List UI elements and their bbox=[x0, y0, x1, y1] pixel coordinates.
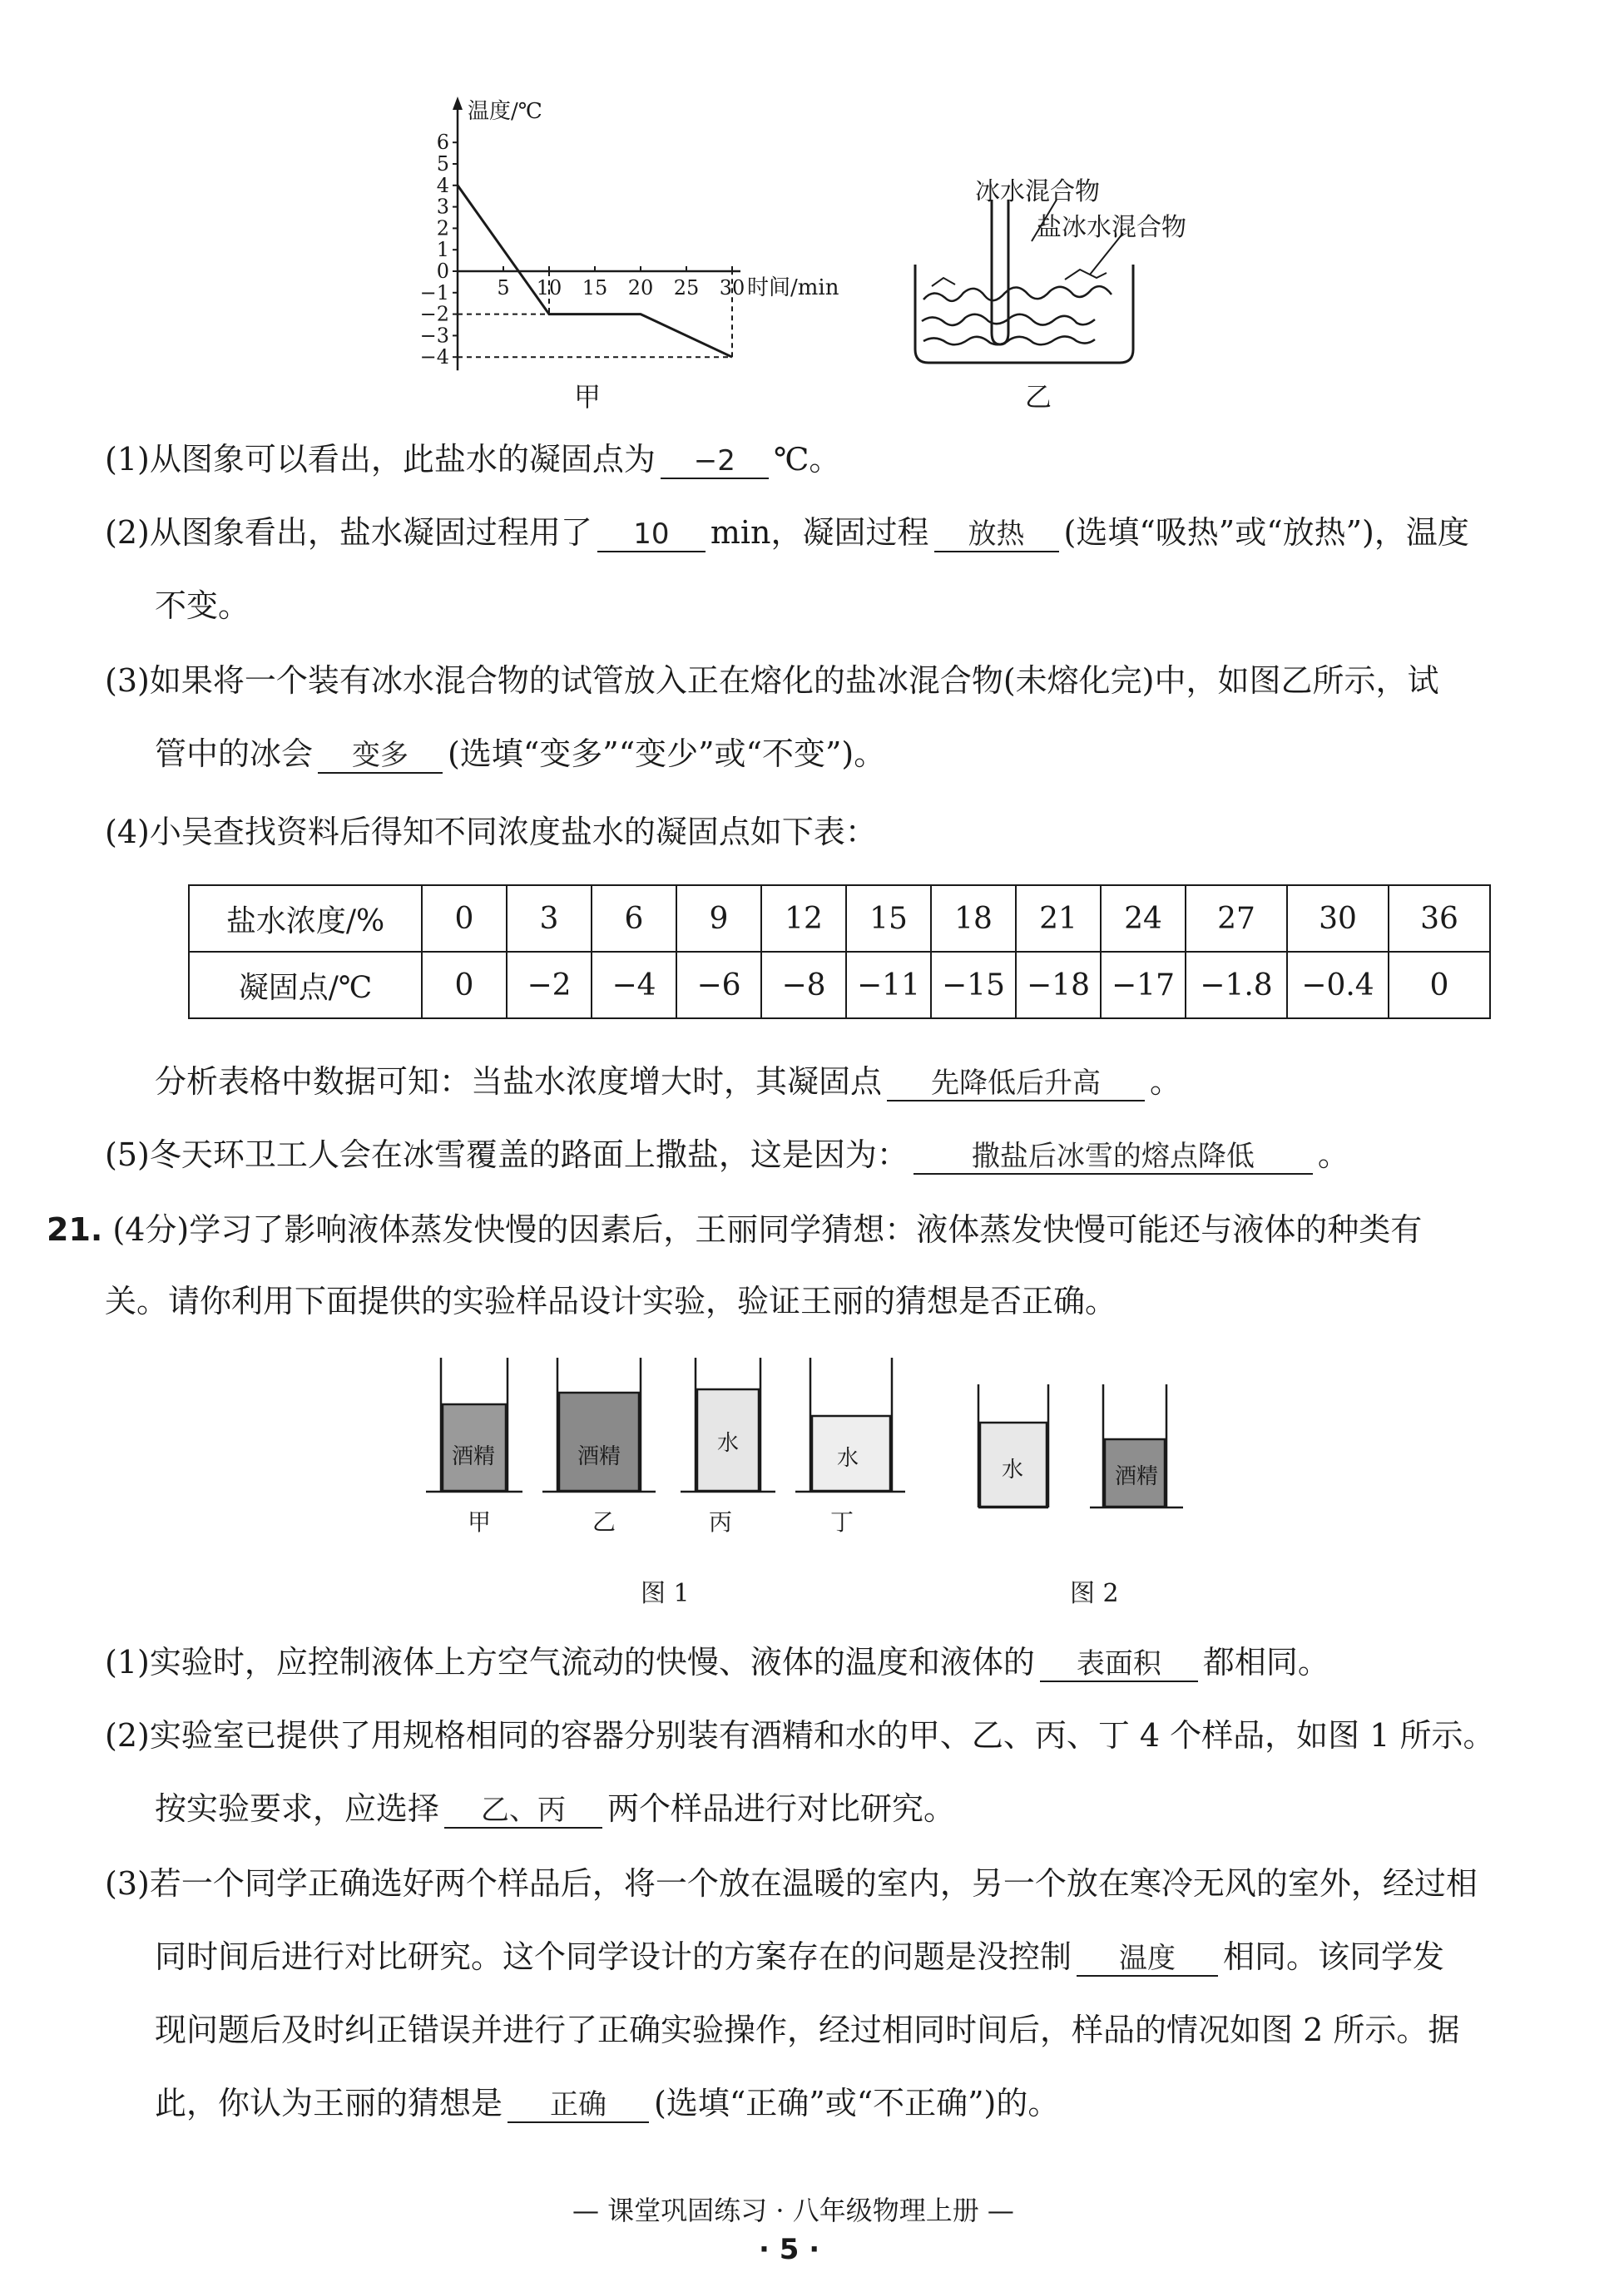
q20-part3-line2: 管中的冰会 变多 (选填“变多”“变少”或“不变”)。 bbox=[155, 735, 886, 772]
q21-part3-line3: 现问题后及时纠正错误并进行了正确实验操作，经过相同时间后，样品的情况如图 2 所示。据 bbox=[155, 2012, 1460, 2048]
x-axis-label: 时间/min bbox=[747, 275, 839, 300]
fig2-liquid-water: 水 bbox=[1002, 1458, 1024, 1483]
q20-answer-heat: 放热 bbox=[934, 517, 1059, 552]
q20-answer-freezing-point: −2 bbox=[661, 444, 769, 479]
q21-line2: 关。请你利用下面提供的实验样品设计实验，验证王丽的猜想是否正确。 bbox=[105, 1283, 1117, 1319]
figure-2-caption: 图 2 bbox=[1070, 1579, 1119, 1608]
table-row bbox=[189, 952, 1490, 1018]
table-cell: −2 bbox=[507, 952, 592, 1018]
fig1-liquid-bing: 水 bbox=[717, 1431, 740, 1456]
table-cell: 6 bbox=[592, 885, 676, 952]
q21-line1: 21. (4分)学习了影响液体蒸发快慢的因素后，王丽同学猜想：液体蒸发快慢可能还与液体的种类有 bbox=[47, 1211, 1423, 1248]
figure-jia-chart bbox=[399, 92, 865, 416]
q21-answer-guess: 正确 bbox=[508, 2088, 649, 2123]
figure-1-caption: 图 1 bbox=[641, 1579, 690, 1608]
q20-answer-duration: 10 bbox=[597, 517, 706, 552]
table-cell: −0.4 bbox=[1287, 952, 1389, 1018]
q20-answer-ice: 变多 bbox=[318, 739, 443, 774]
y-tick-label: 1 bbox=[436, 238, 449, 262]
q21-part2-line2: 按实验要求，应选择 乙、丙 两个样品进行对比研究。 bbox=[155, 1790, 956, 1827]
x-tick-label: 30 bbox=[719, 276, 745, 299]
footer-title: — 课堂巩固练习 · 八年级物理上册 — bbox=[572, 2195, 1014, 2226]
salt-concentration-table bbox=[188, 884, 1491, 1019]
page-number: · 5 · bbox=[759, 2233, 820, 2266]
fig1-liquid-ding: 水 bbox=[837, 1446, 859, 1471]
q20-part2-cont: 不变。 bbox=[155, 587, 250, 624]
q21-part3-line4: 此，你认为王丽的猜想是 正确 (选填“正确”或“不正确”)的。 bbox=[155, 2085, 1060, 2121]
figure-jia-caption: 甲 bbox=[574, 381, 602, 413]
table-cell: −11 bbox=[846, 952, 931, 1018]
y-tick-label: 5 bbox=[436, 152, 449, 176]
y-tick-label: −4 bbox=[419, 345, 449, 369]
fig1-label-bing: 丙 bbox=[709, 1508, 733, 1536]
table-cell: 0 bbox=[422, 952, 507, 1018]
q20-part4-intro: (4)小吴查找资料后得知不同浓度盐水的凝固点如下表： bbox=[105, 814, 877, 850]
table-cell: 0 bbox=[1389, 952, 1490, 1018]
table-cell: 9 bbox=[676, 885, 761, 952]
x-tick-label: 20 bbox=[627, 276, 654, 299]
table-cell: −4 bbox=[592, 952, 676, 1018]
q20-part1: (1)从图象可以看出，此盐水的凝固点为 −2 ℃。 bbox=[105, 441, 841, 478]
figure-yi-label-ice-water: 冰水混合物 bbox=[975, 177, 1100, 206]
y-tick-label: 6 bbox=[436, 131, 449, 155]
table-cell: −1.8 bbox=[1186, 952, 1287, 1018]
fig1-label-ding: 丁 bbox=[830, 1508, 854, 1536]
table-cell: −8 bbox=[761, 952, 846, 1018]
table-cell: 36 bbox=[1389, 885, 1490, 952]
q20-part3-line1: (3)如果将一个装有冰水混合物的试管放入正在熔化的盐冰混合物(未熔化完)中，如图乙所示，试 bbox=[105, 662, 1439, 699]
table-header-concentration: 盐水浓度/% bbox=[189, 885, 422, 952]
fig1-liquid-jia: 酒精 bbox=[452, 1444, 496, 1469]
table-cell: 3 bbox=[507, 885, 592, 952]
y-tick-label: 0 bbox=[436, 260, 449, 283]
table-cell: 24 bbox=[1101, 885, 1186, 952]
figure-2-containers bbox=[957, 1381, 1198, 1514]
y-tick-label: 2 bbox=[436, 216, 449, 240]
fig1-label-jia: 甲 bbox=[468, 1508, 492, 1536]
q20-answer-reason: 撒盐后冰雪的熔点降低 bbox=[914, 1140, 1313, 1175]
table-cell: 21 bbox=[1016, 885, 1101, 952]
table-cell: 27 bbox=[1186, 885, 1287, 952]
figure-yi-label-salt-ice-water: 盐冰水混合物 bbox=[1037, 213, 1186, 242]
q20-part5: (5)冬天环卫工人会在冰雪覆盖的路面上撒盐，这是因为： 撒盐后冰雪的熔点降低 。 bbox=[105, 1136, 1349, 1173]
y-axis-arrow bbox=[453, 97, 463, 110]
table-cell: 0 bbox=[422, 885, 507, 952]
table-row bbox=[189, 885, 1490, 952]
table-cell: −17 bbox=[1101, 952, 1186, 1018]
q21-part2-line1: (2)实验室已提供了用规格相同的容器分别装有酒精和水的甲、乙、丙、丁 4 个样品，如图 1 所示。 bbox=[105, 1717, 1495, 1754]
q21-answer-surface: 表面积 bbox=[1040, 1647, 1198, 1682]
table-header-freezing-point: 凝固点/℃ bbox=[189, 952, 422, 1018]
y-tick-label: −1 bbox=[419, 280, 449, 304]
q21-part3-line2: 同时间后进行对比研究。这个同学设计的方案存在的问题是没控制 温度 相同。该同学发 bbox=[155, 1938, 1445, 1975]
y-tick-label: −2 bbox=[419, 302, 449, 326]
q20-part4-analysis: 分析表格中数据可知：当盐水浓度增大时，其凝固点 先降低后升高 。 bbox=[155, 1063, 1182, 1100]
x-tick-label: 25 bbox=[673, 276, 700, 299]
q20-part2: (2)从图象看出，盐水凝固过程用了 10 min，凝固过程 放热 (选填“吸热”或“放热”)，温度 bbox=[105, 514, 1469, 551]
q21-answer-temperature: 温度 bbox=[1077, 1942, 1218, 1977]
x-tick-label: 5 bbox=[497, 276, 510, 299]
fig2-liquid-alcohol: 酒精 bbox=[1115, 1464, 1159, 1489]
fig1-liquid-yi: 酒精 bbox=[577, 1444, 621, 1469]
table-cell: 12 bbox=[761, 885, 846, 952]
y-tick-label: −3 bbox=[419, 324, 449, 348]
x-tick-label: 10 bbox=[536, 276, 562, 299]
x-tick-label: 15 bbox=[582, 276, 608, 299]
q21-part1: (1)实验时，应控制液体上方空气流动的快慢、液体的温度和液体的 表面积 都相同。 bbox=[105, 1644, 1329, 1681]
q21-part3-line1: (3)若一个同学正确选好两个样品后，将一个放在温暖的室内，另一个放在寒冷无风的室外，经过相 bbox=[105, 1865, 1478, 1902]
table-cell: −15 bbox=[931, 952, 1016, 1018]
table-cell: 15 bbox=[846, 885, 931, 952]
fig1-label-yi: 乙 bbox=[592, 1508, 616, 1536]
q21-answer-samples: 乙、丙 bbox=[444, 1794, 602, 1829]
q21-number: 21. bbox=[47, 1211, 103, 1248]
y-tick-label: 3 bbox=[436, 195, 449, 219]
figure-yi-caption: 乙 bbox=[1025, 381, 1052, 413]
table-cell: −18 bbox=[1016, 952, 1101, 1018]
q20-answer-trend: 先降低后升高 bbox=[887, 1067, 1145, 1101]
table-cell: 30 bbox=[1287, 885, 1389, 952]
table-cell: 18 bbox=[931, 885, 1016, 952]
y-axis-label: 温度/℃ bbox=[468, 99, 542, 124]
y-tick-label: 4 bbox=[436, 173, 449, 197]
table-cell: −6 bbox=[676, 952, 761, 1018]
